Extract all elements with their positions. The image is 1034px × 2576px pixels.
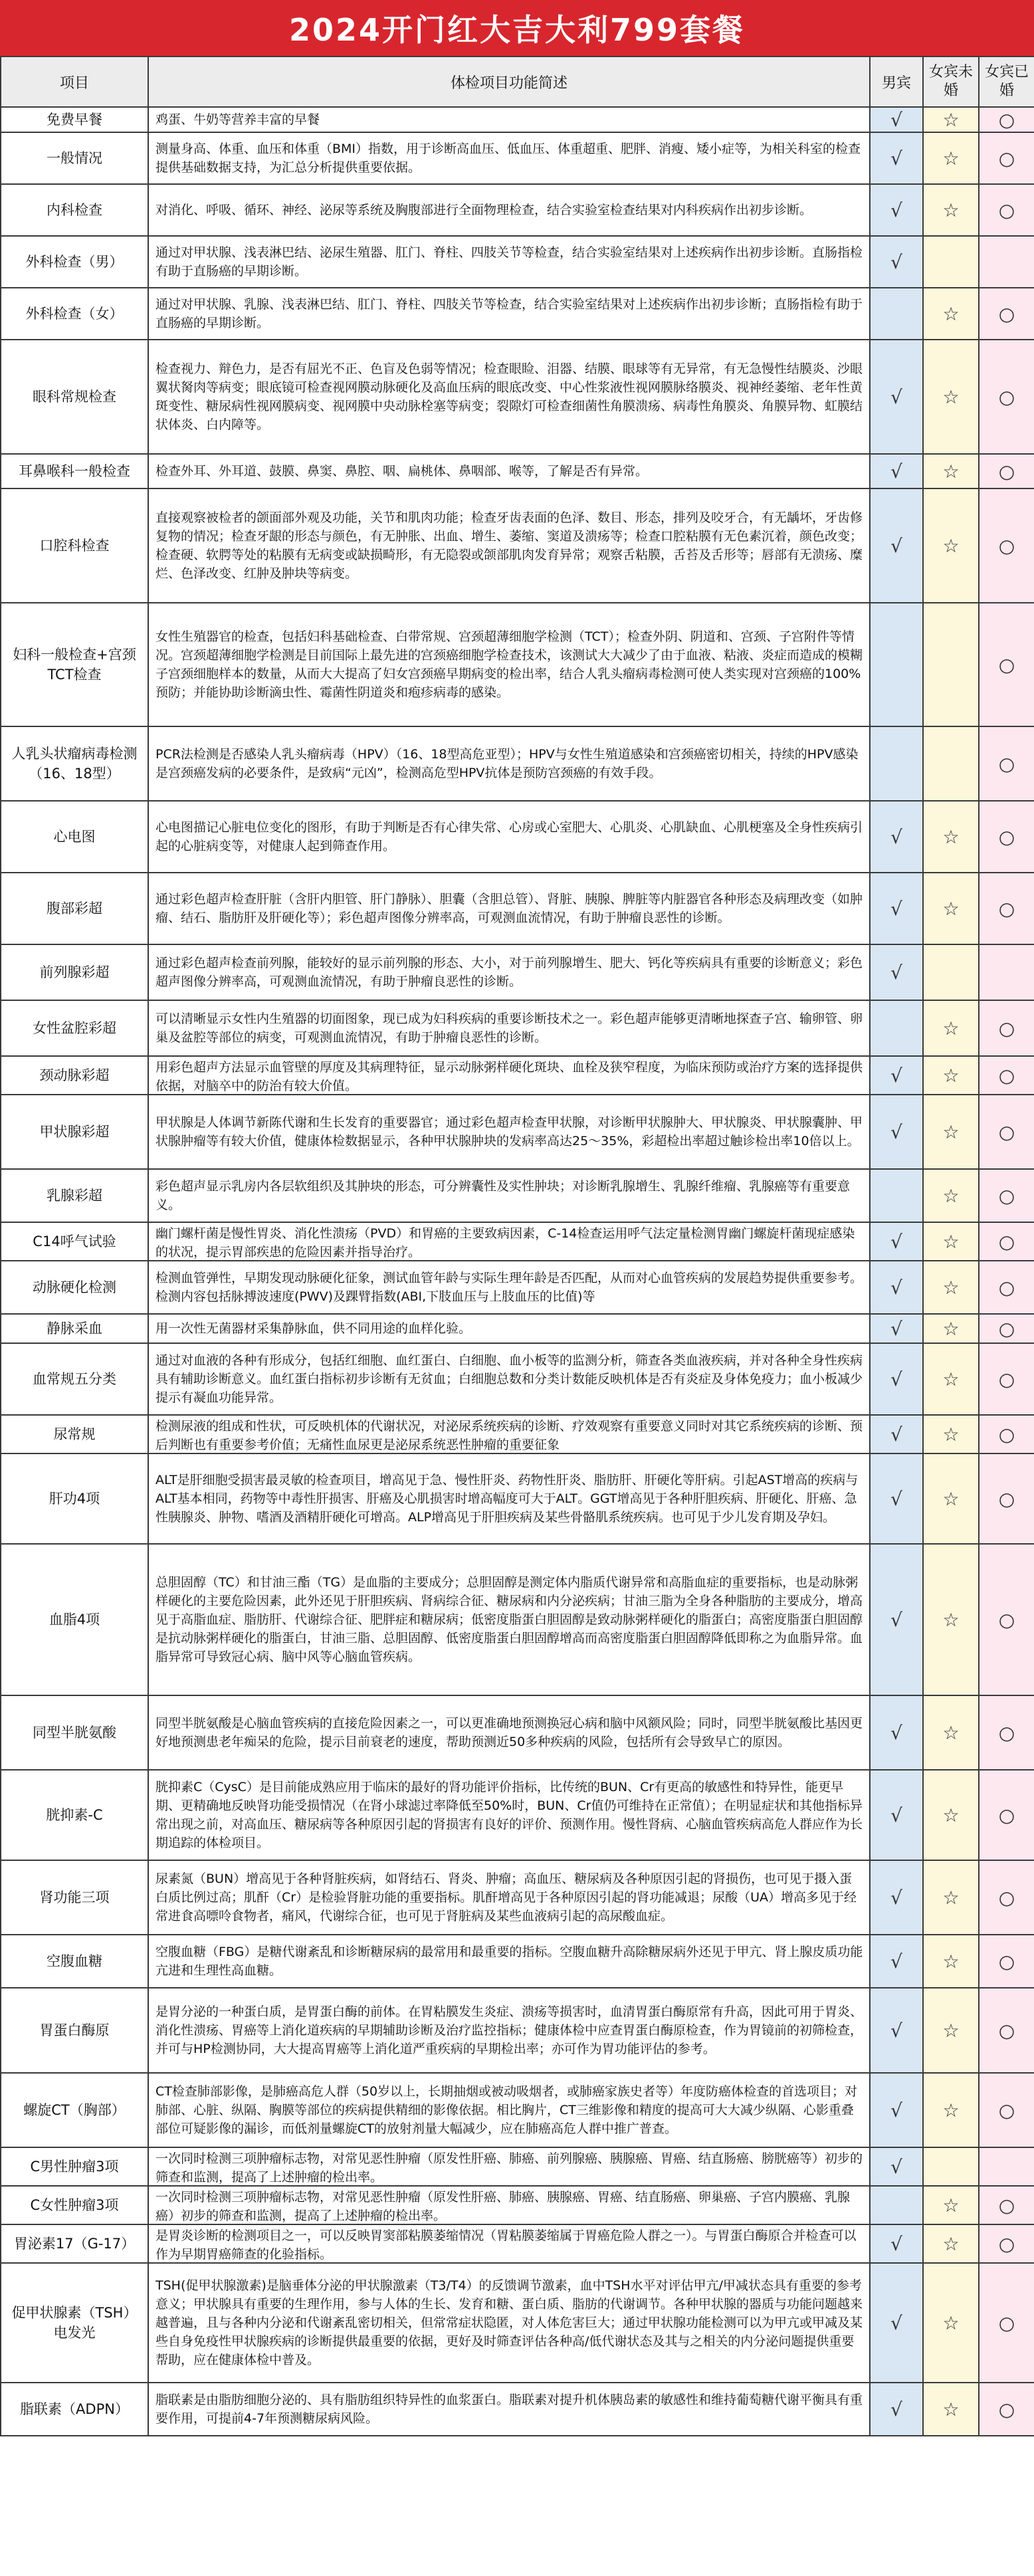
female-single-mark: ☆: [923, 488, 979, 603]
female-single-mark: ☆: [923, 1000, 979, 1056]
item-description-text: 脂联素是由脂肪细胞分泌的、具有脂肪组织特异性的血浆蛋白。脂联素对提升机体胰岛素的敏感性和维持葡萄糖代谢平衡具有重要作用，可提前4-7年预测糖尿病风险。: [155, 2393, 863, 2426]
header-male: 男宾: [870, 56, 923, 107]
male-mark: √: [870, 1415, 923, 1453]
item-name: C女性肿瘤3项: [1, 2186, 148, 2224]
item-description: [148, 1935, 870, 1988]
female-single-mark: ☆: [923, 2263, 979, 2383]
table-row: [1, 1169, 1034, 1222]
item-description-text: 一次同时检测三项肿瘤标志物，对常见恶性肿瘤（原发性肝癌、肺癌、前列腺癌、胰腺癌、胃癌、结直肠癌、膀胱癌等）初步的筛查和监测，提高了上述肿瘤的检出率。: [155, 2151, 863, 2184]
item-description-text: 幽门螺杆菌是慢性胃炎、消化性溃疡（PVD）和胃癌的主要致病因素，C-14检查运用呼气法定量检测胃幽门螺旋杆菌现症感染的状况，提示胃部疾患的危险因素并指导治疗。: [155, 1226, 855, 1259]
item-description-text: 女性生殖器官的检查，包括妇科基础检查、白带常规、宫颈超薄细胞学检测（TCT）；检查外阴、阴道和、宫颈、子宫附件等情况。宫颈超薄细胞学检测是目前国际上最先进的宫颈癌细胞学检查技术，该测试大大减少了由于血液、粘液、炎症而造成的模糊子宫颈细胞样本的数量，从而大大提高了妇女宫颈癌早期病变的检出率，结合人乳头瘤病毒检测可使人类实现对宫颈癌的100%预防；并能协助诊断滴虫性、霉菌性阴道炎和疱疹病毒的感染。: [155, 629, 863, 700]
item-name: 口腔科检查: [1, 488, 148, 603]
female-married-mark: ○: [979, 2383, 1034, 2436]
female-single-mark: ☆: [923, 801, 979, 873]
item-description-text: 对消化、呼吸、循环、神经、泌尿等系统及胸腹部进行全面物理检查，结合实验室检查结果对内科疾病作出初步诊断。: [155, 203, 813, 217]
item-description: [148, 184, 870, 236]
male-mark: [870, 726, 923, 801]
table-row: [1, 1343, 1034, 1415]
item-description-text: 直接观察被检者的颌面部外观及功能，关节和肌肉功能；检查牙齿表面的色泽、数目、形态，排列及咬牙合，有无龋坏，牙齿修复物的情况；检查牙龈的形态与颜色，有无肿胀、出血、增生、萎缩、窦道及溃疡等；检查口腔粘膜有无色素沉着，颜色改变；检查硬、软腭等处的粘膜有无病变或缺损畸形，有无隐裂或颌部肌肉发育异常；观察舌粘膜，舌苔及舌形等；唇部有无溃疡、糜烂、色泽改变、红肿及肿块等病变。: [155, 510, 863, 581]
item-name: 人乳头状瘤病毒检测（16、18型）: [1, 726, 148, 801]
item-name: 动脉硬化检测: [1, 1261, 148, 1314]
item-description: [148, 107, 870, 132]
male-mark: √: [870, 132, 923, 184]
item-description-text: 彩色超声显示乳房内各层软组织及其肿块的形态，可分辨囊性及实性肿块；对诊断乳腺增生、乳腺纤维瘤、乳腺癌等有重要意义。: [155, 1179, 851, 1212]
male-mark: √: [870, 236, 923, 288]
female-single-mark: ☆: [923, 1544, 979, 1695]
female-married-mark: ○: [979, 726, 1034, 801]
table-row: [1, 2147, 1034, 2186]
item-name: 静脉采血: [1, 1314, 148, 1343]
item-description-text: 通过对甲状腺、乳腺、浅表淋巴结、肛门、脊柱、四肢关节等检查，结合实验室结果对上述疾病作出初步诊断；直肠指检有助于直肠癌的早期诊断。: [155, 297, 863, 330]
table-row: [1, 1988, 1034, 2073]
item-name: 颈动脉彩超: [1, 1056, 148, 1095]
female-married-mark: ○: [979, 132, 1034, 184]
female-single-mark: ☆: [923, 132, 979, 184]
item-name: 女性盆腔彩超: [1, 1000, 148, 1056]
female-married-mark: ○: [979, 1935, 1034, 1988]
table-row: [1, 2224, 1034, 2263]
item-description-text: 检查外耳、外耳道、鼓膜、鼻窦、鼻腔、咽、扁桃体、鼻咽部、喉等，了解是否有异常。: [155, 464, 649, 479]
item-name: 脂联素（ADPN）: [1, 2383, 148, 2436]
item-description: [148, 2224, 870, 2263]
table-row: [1, 2073, 1034, 2147]
table-row: [1, 184, 1034, 236]
female-single-mark: ☆: [923, 1169, 979, 1222]
item-description: [148, 1343, 870, 1415]
female-married-mark: ○: [979, 2224, 1034, 2263]
item-description-text: 同型半胱氨酸是心脑血管疾病的直接危险因素之一，可以更准确地预测换冠心病和脑中风额风险；同时，同型半胱氨酸比基因更好地预测患老年痴呆的危险，提示目前衰老的速度，帮助预测近50多种疾病的风险，包括所有会导致早亡的原因。: [155, 1716, 863, 1749]
table-row: [1, 1222, 1034, 1261]
female-married-mark: ○: [979, 288, 1034, 340]
item-name: 胃蛋白酶原: [1, 1988, 148, 2073]
male-mark: √: [870, 2073, 923, 2147]
female-married-mark: ○: [979, 1095, 1034, 1169]
female-single-mark: ☆: [923, 1095, 979, 1169]
table-row: [1, 488, 1034, 603]
male-mark: √: [870, 1770, 923, 1860]
female-single-mark: ☆: [923, 1935, 979, 1988]
female-married-mark: ○: [979, 1415, 1034, 1453]
item-description-text: 可以清晰显示女性内生殖器的切面图象，现已成为妇科疾病的重要诊断技术之一。彩色超声能够更清晰地探查子宫、输卵管、卵巢及盆腔等部位的病变，可观测血流情况，有助于肿瘤良恶性的诊断。: [155, 1012, 863, 1045]
female-married-mark: ○: [979, 1544, 1034, 1695]
male-mark: [870, 1169, 923, 1222]
table-row: [1, 1261, 1034, 1314]
male-mark: √: [870, 2224, 923, 2263]
male-mark: √: [870, 340, 923, 454]
table-row: [1, 2383, 1034, 2436]
male-mark: √: [870, 2383, 923, 2436]
table-header: [1, 56, 1034, 107]
female-married-mark: ○: [979, 603, 1034, 726]
female-married-mark: ○: [979, 184, 1034, 236]
header-female-single: 女宾未婚: [923, 56, 979, 107]
item-description-text: 是胃炎诊断的检测项目之一，可以反映胃窦部粘膜萎缩情况（胃粘膜萎缩属于胃癌危险人群之一）。与胃蛋白酶原合并检查可以作为早期胃癌筛查的化验指标。: [155, 2228, 857, 2261]
table-row: [1, 1000, 1034, 1056]
item-description-text: 鸡蛋、牛奶等营养丰富的早餐: [155, 112, 320, 127]
female-single-mark: ☆: [923, 873, 979, 944]
item-description: [148, 1000, 870, 1056]
female-married-mark: ○: [979, 801, 1034, 873]
male-mark: √: [870, 454, 923, 488]
item-description-text: 总胆固醇（TC）和甘油三酯（TG）是血脂的主要成分；总胆固醇是测定体内脂质代谢异常和高脂血症的重要指标，也是动脉粥样硬化的主要危险因素，此外还见于肝胆疾病、肾病综合征、糖尿病和内分泌疾病；甘油三脂为全身各种脂肪的主要成分，增高见于高脂血症、脂肪肝、代谢综合征、肥胖症和糖尿病；低密度脂蛋白胆固醇是致动脉粥样硬化的脂蛋白；高密度脂蛋白胆固醇是抗动脉粥样硬化的脂蛋白，甘油三脂、总胆固醇、低密度脂蛋白胆固醇增高而高密度脂蛋白胆固醇降低即称之为血脂异常。血脂异常可导致冠心病、脑中风等心脑血管疾病。: [155, 1575, 863, 1664]
female-married-mark: ○: [979, 1988, 1034, 2073]
item-name: 外科检查（女）: [1, 288, 148, 340]
item-description: [148, 1261, 870, 1314]
male-mark: √: [870, 801, 923, 873]
male-mark: √: [870, 2147, 923, 2186]
item-description: [148, 873, 870, 944]
male-mark: √: [870, 1343, 923, 1415]
female-single-mark: ☆: [923, 1860, 979, 1935]
female-single-mark: ☆: [923, 288, 979, 340]
item-name: 前列腺彩超: [1, 944, 148, 1000]
female-single-mark: ☆: [923, 184, 979, 236]
item-description: [148, 454, 870, 488]
male-mark: √: [870, 488, 923, 603]
item-description: [148, 2073, 870, 2147]
female-single-mark: ☆: [923, 1988, 979, 2073]
item-description-text: 甲状腺是人体调节新陈代谢和生长发育的重要器官；通过彩色超声检查甲状腺，对诊断甲状腺肿大、甲状腺炎、甲状腺囊肿、甲状腺肿瘤等有较大价值，健康体检数据显示，各种甲状腺肿块的发病率高达25～35%，彩超检出率超过触诊检出率10倍以上。: [155, 1115, 863, 1148]
item-description-text: 是胃分泌的一种蛋白质，是胃蛋白酶的前体。在胃粘膜发生炎症、溃疡等损害时，血清胃蛋白酶原常有升高，因此可用于胃炎、消化性溃疡、胃癌等上消化道疾病的早期辅助诊断及治疗监控指标；健康体检中应查胃蛋白酶原检查，作为胃镜前的初筛检查，并可与HP检测协同，大大提高胃癌等上消化道严重疾病的早期检出率；亦可作为胃功能评估的参考。: [155, 2004, 863, 2056]
item-description: [148, 603, 870, 726]
item-description-text: 检测尿液的组成和性状，可反映机体的代谢状况，对泌尿系统疾病的诊断、疗效观察有重要意义同时对其它系统疾病的诊断、预后判断也有重要参考价值；无痛性血尿更是泌尿系统恶性肿瘤的重要征象: [155, 1419, 863, 1451]
item-name: 空腹血糖: [1, 1935, 148, 1988]
table-row: [1, 1695, 1034, 1770]
female-single-mark: ☆: [923, 340, 979, 454]
table-row: [1, 1860, 1034, 1935]
male-mark: √: [870, 1860, 923, 1935]
item-description-text: CT检查肺部影像，是肺癌高危人群（50岁以上，长期抽烟或被动吸烟者，或肺癌家族史者等）年度防癌体检查的首选项目；对肺部、心脏、纵隔、胸膜等部位的疾病提供精细的影像依据。相比胸片，CT三维影像和精度的提高可大大减少纵隔、心影重叠部位可疑影像的漏诊，而低剂量螺旋CT的放射剂量大幅减少，应在肺癌高危人群中推广普查。: [155, 2084, 858, 2136]
item-description-text: 一次同时检测三项肿瘤标志物，对常见恶性肿瘤（原发性肝癌、肺癌、胰腺癌、胃癌、结直肠癌、卵巢癌、子宫内膜癌、乳腺癌）初步的筛查和监测，提高了上述肿瘤的检出率。: [155, 2190, 851, 2222]
male-mark: √: [870, 944, 923, 1000]
female-married-mark: ○: [979, 873, 1034, 944]
female-married-mark: [979, 236, 1034, 288]
table-row: [1, 288, 1034, 340]
item-description-text: 通过对血液的各种有形成分，包括红细胞、血红蛋白、白细胞、血小板等的监测分析，筛查各类血液疾病，并对各种全身性疾病具有辅助诊断意义。血红蛋白指标初步诊断有无贫血；白细胞总数和分类计数能反映机体是否有炎症及身体免疫力；血小板减少提示有凝血功能异常。: [155, 1353, 863, 1405]
female-married-mark: ○: [979, 2073, 1034, 2147]
male-mark: √: [870, 1544, 923, 1695]
item-name: 血脂4项: [1, 1544, 148, 1695]
table-row: [1, 1770, 1034, 1860]
female-single-mark: [923, 2147, 979, 2186]
item-name: 胃泌素17（G-17）: [1, 2224, 148, 2263]
item-name: 妇科一般检查+宫颈TCT检查: [1, 603, 148, 726]
female-married-mark: ○: [979, 1453, 1034, 1544]
item-name: C14呼气试验: [1, 1222, 148, 1261]
female-single-mark: [923, 236, 979, 288]
table-row: [1, 1415, 1034, 1453]
item-name: 心电图: [1, 801, 148, 873]
table-row: [1, 1453, 1034, 1544]
female-single-mark: ☆: [923, 454, 979, 488]
male-mark: √: [870, 1056, 923, 1095]
male-mark: √: [870, 873, 923, 944]
female-married-mark: ○: [979, 1056, 1034, 1095]
female-married-mark: [979, 2147, 1034, 2186]
female-single-mark: ☆: [923, 2383, 979, 2436]
table-row: [1, 454, 1034, 488]
item-description: [148, 2263, 870, 2383]
item-description-text: 胱抑素C（CysC）是目前能成熟应用于临床的最好的肾功能评价指标，比传统的BUN、Cr有更高的敏感性和特异性，能更早期、更精确地反映肾功能受损情况（在肾小球滤过率降低至50%时，BUN、Cr值仍可维持在正常值）；在明显症状和其他指标异常出现之前，对高血压、糖尿病等各种原因引起的肾损害有良好的评价、预测作用。慢性肾病、心脑血管疾病高危人群应作为长期追踪的体检项目。: [155, 1780, 863, 1850]
item-description-text: PCR法检测是否感染人乳头瘤病毒（HPV）（16、18型高危亚型）；HPV与女性生殖道感染和宫颈癌密切相关，持续的HPV感染是宫颈癌发病的必要条件，是致病“元凶”，检测高危型HPV抗体是预防宫颈癌的有效手段。: [155, 747, 859, 780]
item-name: 血常规五分类: [1, 1343, 148, 1415]
item-description-text: 通过彩色超声检查肝脏（含肝内胆管、肝门静脉）、胆囊（含胆总管）、肾脏、胰腺、脾脏等内脏器官各种形态及病理改变（如肿瘤、结石、脂肪肝及肝硬化等）；彩色超声图像分辨率高，可观测血流情况，有助于肿瘤良恶性的诊断。: [155, 892, 863, 925]
male-mark: √: [870, 1988, 923, 2073]
item-name: 外科检查（男）: [1, 236, 148, 288]
female-single-mark: [923, 603, 979, 726]
item-description-text: 通过对甲状腺、浅表淋巴结、泌尿生殖器、肛门、脊柱、四肢关节等检查，结合实验室结果对上述疾病作出初步诊断。直肠指检有助于直肠癌的早期诊断。: [155, 245, 863, 278]
item-description-text: TSH(促甲状腺激素)是脑垂体分泌的甲状腺激素（T3/T4）的反馈调节激素，血中TSH水平对评估甲亢/甲减状态具有重要的参考意义；甲状腺具有重要的生理作用，参与人体的生长、发育和糖、蛋白质、脂肪的代谢调节。各种甲状腺的器质与功能问题越来越普遍，且与各种内分泌和代谢紊乱密切相关，但常常症状隐匿，对人体危害巨大；通过甲状腺功能检测可以为甲亢或甲减及某些自身免疫性甲状腺疾病的诊断提供最重要的依据，更好及时筛查评估各种高/低代谢状态及其与之相关的内分泌问题提供重要帮助，应在健康体检中普及。: [155, 2278, 863, 2367]
male-mark: √: [870, 2263, 923, 2383]
item-description: [148, 1695, 870, 1770]
item-name: 耳鼻喉科一般检查: [1, 454, 148, 488]
female-married-mark: ○: [979, 1343, 1034, 1415]
male-mark: [870, 1000, 923, 1056]
male-mark: √: [870, 1935, 923, 1988]
header-female-married: 女宾已婚: [979, 56, 1034, 107]
item-name: 肝功4项: [1, 1453, 148, 1544]
male-mark: [870, 2186, 923, 2224]
female-married-mark: ○: [979, 1222, 1034, 1261]
item-description: [148, 1453, 870, 1544]
female-single-mark: [923, 944, 979, 1000]
item-name: 乳腺彩超: [1, 1169, 148, 1222]
item-description-text: 通过彩色超声检查前列腺，能较好的显示前列腺的形态、大小，对于前列腺增生、肥大、钙化等疾病具有重要的诊断意义；彩色超声图像分辨率高，可观测血流情况，有助于肿瘤良恶性的诊断。: [155, 956, 863, 989]
female-married-mark: ○: [979, 2263, 1034, 2383]
table-row: [1, 726, 1034, 801]
female-single-mark: ☆: [923, 1222, 979, 1261]
item-description: [148, 340, 870, 454]
female-single-mark: ☆: [923, 1261, 979, 1314]
item-description: [148, 2147, 870, 2186]
item-description: [148, 1770, 870, 1860]
female-married-mark: ○: [979, 1261, 1034, 1314]
table-row: [1, 603, 1034, 726]
item-name: 眼科常规检查: [1, 340, 148, 454]
item-name: 腹部彩超: [1, 873, 148, 944]
header-desc: 体检项目功能简述: [148, 56, 870, 107]
female-married-mark: ○: [979, 1770, 1034, 1860]
item-name: C男性肿瘤3项: [1, 2147, 148, 2186]
table-row: [1, 2263, 1034, 2383]
item-description: [148, 1415, 870, 1453]
female-single-mark: ☆: [923, 107, 979, 132]
item-name: 螺旋CT（胸部）: [1, 2073, 148, 2147]
item-description: [148, 1988, 870, 2073]
checkup-table: [0, 56, 1034, 2436]
item-description: [148, 801, 870, 873]
table-row: [1, 1095, 1034, 1169]
table-row: [1, 1935, 1034, 1988]
item-description: [148, 1169, 870, 1222]
item-name: 同型半胱氨酸: [1, 1695, 148, 1770]
item-description-text: 用彩色超声方法显示血管壁的厚度及其病理特征，显示动脉粥样硬化斑块、血栓及狭窄程度，为临床预防或治疗方案的选择提供依据，对脑卒中的防治有较大价值。: [155, 1060, 863, 1093]
female-single-mark: ☆: [923, 1695, 979, 1770]
item-name: 肾功能三项: [1, 1860, 148, 1935]
male-mark: √: [870, 184, 923, 236]
male-mark: √: [870, 1261, 923, 1314]
female-married-mark: ○: [979, 454, 1034, 488]
header-item: 项目: [1, 56, 148, 107]
table-row: [1, 1056, 1034, 1095]
female-married-mark: ○: [979, 1169, 1034, 1222]
female-single-mark: ☆: [923, 1314, 979, 1343]
male-mark: √: [870, 1695, 923, 1770]
item-description-text: 空腹血糖（FBG）是糖代谢紊乱和诊断糖尿病的最常用和最重要的指标。空腹血糖升高除糖尿病外还见于甲亢、肾上腺皮质功能亢进和生理性高血糖。: [155, 1945, 863, 1978]
female-single-mark: ☆: [923, 2073, 979, 2147]
item-description-text: 测量身高、体重、血压和体重（BMI）指数，用于诊断高血压、低血压、体重超重、肥胖、消瘦、矮小症等，为相关科室的检查提供基础数据支持，为汇总分析提供重要依据。: [155, 142, 861, 175]
female-single-mark: ☆: [923, 2224, 979, 2263]
male-mark: √: [870, 107, 923, 132]
item-description: [148, 288, 870, 340]
item-name: 免费早餐: [1, 107, 148, 132]
item-description: [148, 488, 870, 603]
male-mark: [870, 288, 923, 340]
table-row: [1, 944, 1034, 1000]
female-single-mark: ☆: [923, 1343, 979, 1415]
item-name: 一般情况: [1, 132, 148, 184]
item-description-text: 尿素氮（BUN）增高见于各种肾脏疾病，如肾结石、肾炎、肿瘤；高血压、糖尿病及各种原因引起的肾损伤，也可见于摄入蛋白质比例过高；肌酐（Cr）是检验肾脏功能的重要指标。肌酐增高见于各种原因引起的肾功能减退；尿酸（UA）增高多见于经常进食高嘌呤食物者，痛风，代谢综合征，也可见于肾脏病及某些血液病引起的高尿酸血症。: [155, 1872, 857, 1923]
item-name: 胱抑素-C: [1, 1770, 148, 1860]
female-married-mark: ○: [979, 340, 1034, 454]
item-description-text: 用一次性无菌器材采集静脉血，供不同用途的血样化验。: [155, 1321, 472, 1336]
table-row: [1, 340, 1034, 454]
item-description: [148, 726, 870, 801]
male-mark: [870, 603, 923, 726]
male-mark: √: [870, 1095, 923, 1169]
male-mark: √: [870, 1314, 923, 1343]
item-description-text: 心电图描记心脏电位变化的图形，有助于判断是否有心律失常、心房或心室肥大、心肌炎、心肌缺血、心肌梗塞及全身性疾病引起的心脏病变等，对健康人起到筛查作用。: [155, 820, 863, 853]
table-row: [1, 1544, 1034, 1695]
table-row: [1, 107, 1034, 132]
female-married-mark: ○: [979, 1000, 1034, 1056]
female-married-mark: ○: [979, 107, 1034, 132]
female-married-mark: ○: [979, 488, 1034, 603]
female-married-mark: [979, 944, 1034, 1000]
item-name: 甲状腺彩超: [1, 1095, 148, 1169]
item-description: [148, 1860, 870, 1935]
item-description: [148, 236, 870, 288]
table-row: [1, 1314, 1034, 1343]
female-single-mark: ☆: [923, 1770, 979, 1860]
table-row: [1, 132, 1034, 184]
item-description: [148, 1095, 870, 1169]
female-single-mark: ☆: [923, 1453, 979, 1544]
item-description: [148, 1056, 870, 1095]
item-description-text: 检查视力、辩色力，是否有屈光不正、色盲及色弱等情况；检查眼睑、泪器、结膜、眼球等有无异常，有无急慢性结膜炎、沙眼翼状胬肉等病变；眼底镜可检查视网膜动脉硬化及高血压病的眼底改变、中心性浆液性视网膜脉络膜炎、视神经萎缩、老年性黄斑变性、糖尿病性视网膜病变、视网膜中央动脉栓塞等病变；裂隙灯可检查细菌性角膜溃疡、病毒性角膜炎、角膜异物、虹膜结状体炎、白内障等。: [155, 362, 863, 432]
female-single-mark: ☆: [923, 1415, 979, 1453]
item-name: 内科检查: [1, 184, 148, 236]
item-description: [148, 944, 870, 1000]
item-description: [148, 2383, 870, 2436]
table-row: [1, 2186, 1034, 2224]
item-description-text: 检测血管弹性，早期发现动脉硬化征象，测试血管年龄与实际生理年龄是否匹配，从而对心血管疾病的发展趋势提供重要参考。检测内容包括脉搏波速度(PWV)及踝臂指数(ABI,下肢血压与上肢血压的比值)等: [155, 1271, 863, 1304]
item-description: [148, 1314, 870, 1343]
female-married-mark: ○: [979, 2186, 1034, 2224]
table-row: [1, 873, 1034, 944]
item-name: 促甲状腺素（TSH）电发光: [1, 2263, 148, 2383]
male-mark: √: [870, 1222, 923, 1261]
female-married-mark: ○: [979, 1860, 1034, 1935]
item-description: [148, 2186, 870, 2224]
female-married-mark: ○: [979, 1314, 1034, 1343]
table-row: [1, 801, 1034, 873]
item-description: [148, 1222, 870, 1261]
female-single-mark: [923, 726, 979, 801]
item-description-text: ALT是肝细胞受损害最灵敏的检查项目，增高见于急、慢性肝炎、药物性肝炎、脂肪肝、肝硬化等肝病。引起AST增高的疾病与ALT基本相同，药物等中毒性肝损害、肝癌及心肌损害时增高幅度可大于ALT。GGT增高见于各种肝胆疾病、肝硬化、肝癌、急性胰腺炎、肿物、嗜酒及酒精肝硬化可增高。ALP增高见于肝胆疾病及某些骨骼肌系统疾病。也可见于少儿发育期及孕妇。: [155, 1473, 859, 1525]
item-description: [148, 132, 870, 184]
item-description: [148, 1544, 870, 1695]
item-name: 尿常规: [1, 1415, 148, 1453]
female-single-mark: ☆: [923, 1056, 979, 1095]
page-title: 2024开门红大吉大利799套餐: [0, 0, 1034, 56]
male-mark: √: [870, 1453, 923, 1544]
table-row: [1, 236, 1034, 288]
female-married-mark: ○: [979, 1695, 1034, 1770]
female-single-mark: ☆: [923, 2186, 979, 2224]
